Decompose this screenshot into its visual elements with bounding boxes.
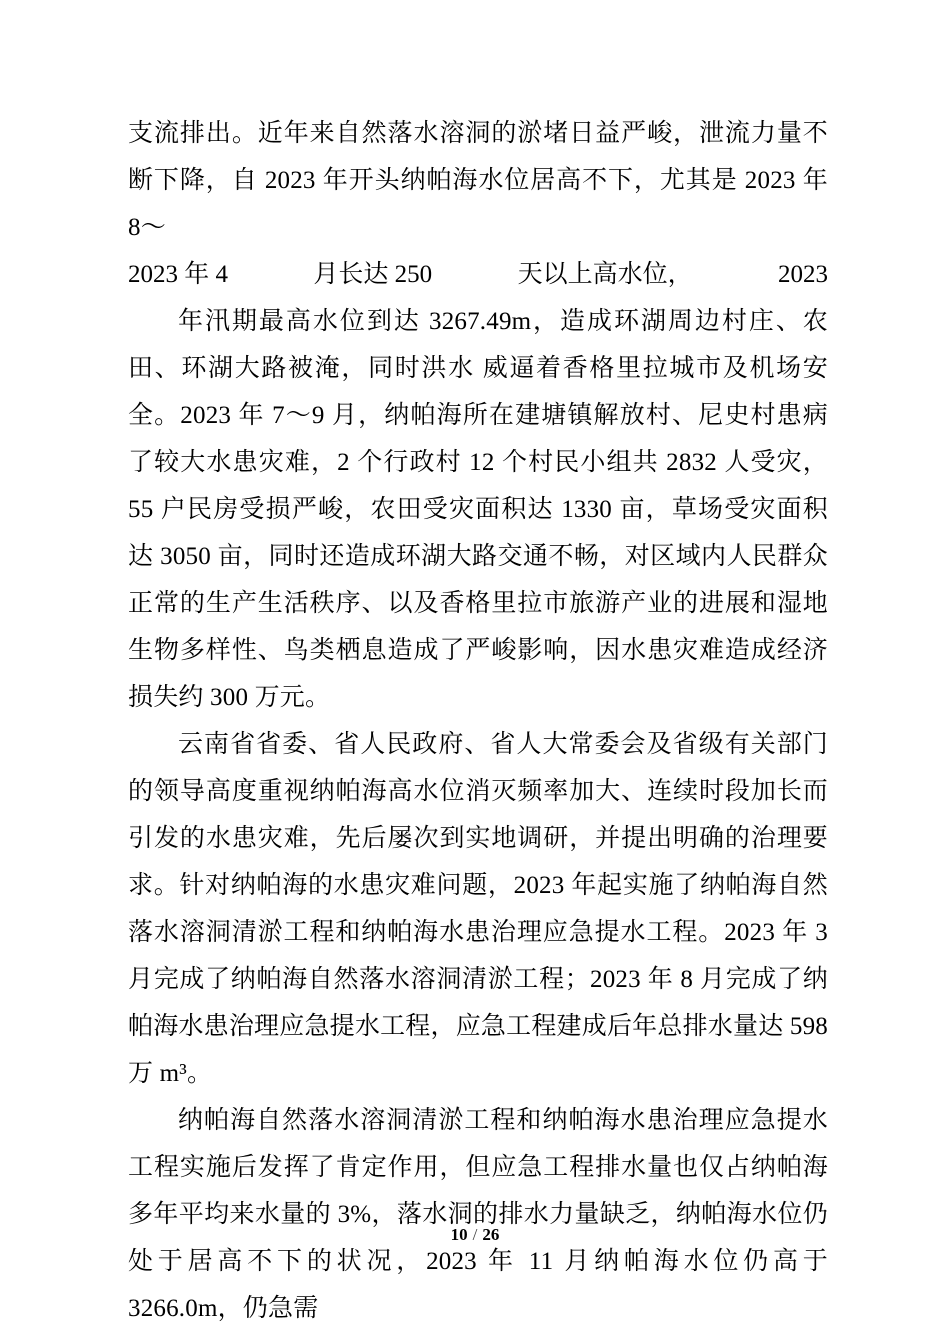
spread-segment-2: 月长达 250	[313, 261, 433, 288]
footer-separator: /	[472, 1225, 478, 1244]
spread-segment-3: 天以上高水位，	[517, 261, 693, 288]
page-footer	[0, 1225, 950, 1245]
document-body	[128, 110, 828, 1332]
footer-current-page: 10	[450, 1225, 468, 1244]
spread-segment-4: 2023	[777, 261, 828, 288]
paragraph-3: 纳帕海自然落水溶洞清淤工程和纳帕海水患治理应急提水工程实施后发挥了肯定作用，但应急工程排水量也仅占纳帕海多年平均来水量的 3%，落水洞的排水力量缺乏，纳帕海水位仍处于居高不下的状况，2023 年 11 月纳帕海水位仍高于 3266.0m，仍急需	[128, 1107, 828, 1322]
paragraph-1: 支流排出。近年来自然落水溶洞的淤堵日益严峻，泄流力量不断下降，自 2023 年开头纳帕海水位居高不下，尤其是 2023 年 8～	[128, 120, 828, 241]
footer-total-pages: 26	[482, 1225, 500, 1244]
paragraph-2: 云南省省委、省人民政府、省人大常委会及省级有关部门的领导高度重视纳帕海高水位消灭频率加大、连续时段加长而引发的水患灾难，先后屡次到实地调研，并提出明确的治理要求。针对纳帕海的水患灾难问题，2023 年起实施了纳帕海自然落水溶洞清淤工程和纳帕海水患治理应急提水工程。2023 年 3 月完成了纳帕海自然落水溶洞清淤工程；2023 年 8 月完成了纳帕海水患治理应急提水工程，应急工程建成后年总排水量达 598 万 m³。	[128, 731, 828, 1087]
spread-segment-1: 2023 年 4	[128, 261, 229, 288]
paragraph-1-spread-line	[128, 251, 828, 298]
paragraph-1-continued: 年汛期最高水位到达 3267.49m，造成环湖周边村庄、农田、环湖大路被淹，同时洪水 威逼着香格里拉城市及机场安全。2023 年 7～9 月，纳帕海所在建塘镇解放村、尼史村患病了较大水患灾难，2 个行政村 12 个村民小组共 2832 人受灾，55 户民房受损严峻，农田受灾面积达 1330 亩，草场受灾面积达 3050 亩，同时还造成环湖大路交通不畅，对区域内人民群众正常的生产生活秩序、以及香格里拉市旅游产业的进展和湿地生物多样性、鸟类栖息造成了严峻影响，因水患灾难造成经济损失约 300 万元。	[128, 308, 828, 711]
